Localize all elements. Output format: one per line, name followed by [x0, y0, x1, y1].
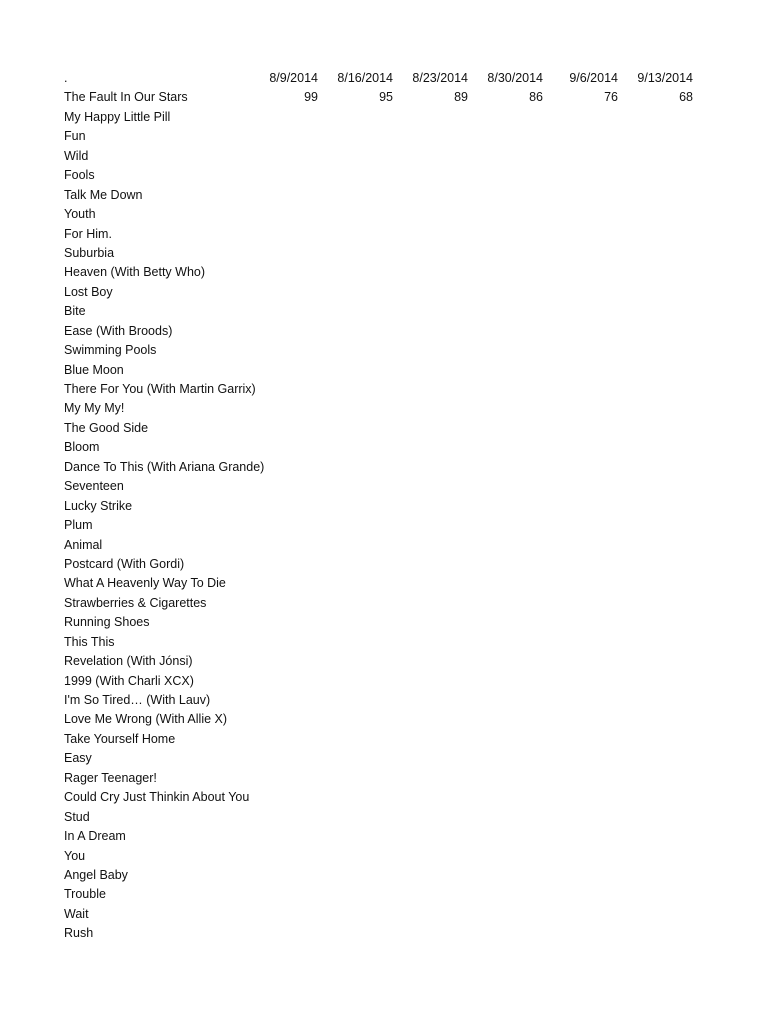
table-row — [64, 225, 704, 244]
rank-value: 99 — [304, 90, 318, 105]
table-row — [64, 788, 704, 807]
song-title: This This — [64, 634, 115, 649]
song-title: Lucky Strike — [64, 498, 133, 513]
table-row — [64, 458, 704, 477]
table-row — [64, 730, 704, 749]
table-row — [64, 574, 704, 593]
table-row — [64, 438, 704, 457]
table-row — [64, 127, 704, 146]
song-title: Plum — [64, 518, 93, 533]
song-title: Fools — [64, 168, 95, 183]
table-row — [64, 244, 704, 263]
song-title: Lost Boy — [64, 284, 113, 299]
song-title: What A Heavenly Way To Die — [64, 576, 226, 591]
table-row — [64, 672, 704, 691]
date-header: 9/13/2014 — [637, 71, 693, 85]
table-row — [64, 497, 704, 516]
song-title: Bloom — [64, 440, 100, 455]
song-title: Wild — [64, 148, 89, 163]
header-corner-cell: . — [64, 71, 68, 85]
table-row — [64, 477, 704, 496]
table-row — [64, 652, 704, 671]
table-row — [64, 88, 704, 107]
song-title: 1999 (With Charli XCX) — [64, 673, 194, 688]
table-row — [64, 399, 704, 418]
rank-value: 86 — [529, 90, 543, 105]
song-title: Seventeen — [64, 479, 124, 494]
song-title: I'm So Tired… (With Lauv) — [64, 693, 211, 707]
table-row — [64, 283, 704, 302]
song-title: Could Cry Just Thinkin About You — [64, 790, 250, 805]
table-row — [64, 555, 704, 574]
song-title: Strawberries & Cigarettes — [64, 595, 207, 610]
song-title: Rager Teenager! — [64, 770, 157, 785]
table-row — [64, 827, 704, 846]
table-row — [64, 691, 704, 710]
table-row — [64, 847, 704, 866]
date-header: 9/6/2014 — [569, 71, 618, 85]
table-row — [64, 380, 704, 399]
song-title: Take Yourself Home — [64, 731, 176, 746]
table-row — [64, 594, 704, 613]
table-row — [64, 341, 704, 360]
song-title: My My My! — [64, 401, 125, 416]
song-title: Revelation (With Jónsi) — [64, 654, 193, 669]
song-title: There For You (With Martin Garrix) — [64, 382, 256, 396]
song-title: Trouble — [64, 887, 106, 902]
song-title: Heaven (With Betty Who) — [64, 265, 206, 280]
rank-value: 76 — [604, 90, 618, 105]
song-title: Blue Moon — [64, 362, 124, 377]
table-row — [64, 516, 704, 535]
song-title: Talk Me Down — [64, 187, 143, 202]
song-title: The Fault In Our Stars — [64, 90, 188, 105]
rank-value: 95 — [379, 90, 393, 105]
date-header: 8/23/2014 — [412, 71, 468, 85]
table-row — [64, 263, 704, 282]
song-title: Suburbia — [64, 245, 115, 260]
song-title: Swimming Pools — [64, 343, 157, 358]
song-title: Bite — [64, 304, 86, 319]
table-row — [64, 749, 704, 768]
song-title: Youth — [64, 207, 96, 222]
table-row — [64, 710, 704, 729]
song-title: Postcard (With Gordi) — [64, 556, 185, 571]
rank-value: 68 — [679, 90, 693, 105]
song-list — [64, 108, 704, 944]
chart-table — [64, 69, 704, 944]
date-header: 8/30/2014 — [487, 71, 543, 85]
song-title: Love Me Wrong (With Allie X) — [64, 712, 228, 727]
song-title: Angel Baby — [64, 867, 128, 882]
song-title: Running Shoes — [64, 615, 150, 630]
song-title: Rush — [64, 926, 94, 941]
table-row — [64, 613, 704, 632]
table-row — [64, 186, 704, 205]
table-row — [64, 905, 704, 924]
table-row — [64, 361, 704, 380]
table-row — [64, 166, 704, 185]
song-title: Animal — [64, 537, 103, 552]
table-row — [64, 633, 704, 652]
header-row — [64, 69, 704, 88]
table-row — [64, 924, 704, 943]
song-title: You — [64, 848, 86, 863]
song-title: Stud — [64, 809, 90, 824]
table-row — [64, 147, 704, 166]
song-title: Dance To This (With Ariana Grande) — [64, 459, 265, 474]
date-header: 8/16/2014 — [337, 71, 393, 85]
table-row — [64, 419, 704, 438]
table-row — [64, 885, 704, 904]
song-title: My Happy Little Pill — [64, 109, 171, 124]
date-header: 8/9/2014 — [269, 71, 318, 85]
song-title: The Good Side — [64, 420, 149, 435]
table-row — [64, 769, 704, 788]
song-title: In A Dream — [64, 829, 126, 844]
table-row — [64, 536, 704, 555]
table-row — [64, 808, 704, 827]
song-title: For Him. — [64, 226, 112, 241]
table-row — [64, 302, 704, 321]
song-title: Easy — [64, 751, 92, 766]
song-title: Wait — [64, 906, 89, 921]
table-row — [64, 108, 704, 127]
table-row — [64, 322, 704, 341]
song-title: Ease (With Broods) — [64, 323, 173, 338]
table-row — [64, 205, 704, 224]
song-title: Fun — [64, 129, 86, 144]
rank-value: 89 — [454, 90, 468, 105]
table-row — [64, 866, 704, 885]
